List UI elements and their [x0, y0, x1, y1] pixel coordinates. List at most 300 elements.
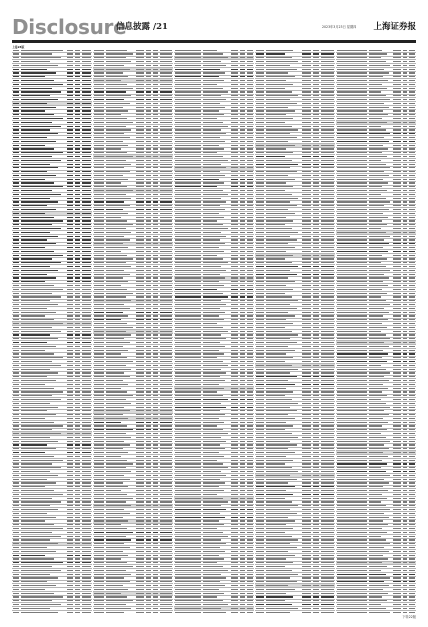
table-cell [67, 369, 73, 370]
table-cell [313, 422, 319, 423]
table-cell [247, 80, 253, 81]
table-cell [266, 148, 286, 149]
table-cell [94, 551, 104, 552]
table-cell [302, 369, 311, 370]
table-cell [393, 84, 401, 85]
table-cell [153, 353, 158, 354]
table-cell [13, 593, 19, 594]
table-cell [175, 612, 201, 613]
table-cell [146, 220, 151, 221]
table-cell [247, 258, 253, 259]
table-cell [369, 281, 383, 282]
table-cell [313, 482, 319, 483]
table-cell [67, 312, 73, 313]
table-cell [136, 57, 144, 58]
table-cell [321, 543, 334, 544]
table-cell [240, 103, 245, 104]
table-cell [67, 414, 73, 415]
table-cell [13, 357, 19, 358]
table-cell [67, 494, 73, 495]
table-cell [13, 494, 19, 495]
table-cell [160, 448, 172, 449]
table-cell [160, 293, 172, 294]
table-cell [67, 566, 73, 567]
table-cell [13, 338, 19, 339]
table-cell [13, 410, 19, 411]
table-cell [231, 505, 238, 506]
table-cell [94, 220, 104, 221]
table-cell [153, 217, 158, 218]
table-cell [266, 498, 285, 499]
table-cell [409, 266, 415, 267]
table-cell [106, 479, 130, 480]
table-cell [82, 72, 91, 73]
table-cell [175, 118, 201, 119]
table-cell [67, 175, 73, 176]
table-cell [369, 247, 383, 248]
table-cell [146, 403, 151, 404]
table-cell [94, 209, 104, 210]
table-cell [153, 247, 158, 248]
table-cell [94, 395, 104, 396]
table-cell [240, 444, 245, 445]
table-cell [240, 566, 245, 567]
table-cell [13, 365, 19, 366]
table-cell [136, 186, 144, 187]
table-cell [175, 156, 201, 157]
table-cell [321, 122, 334, 123]
table-cell [67, 217, 73, 218]
table-cell [67, 524, 73, 525]
table-cell [146, 399, 151, 400]
table-cell [409, 262, 415, 263]
table-cell [256, 448, 264, 449]
table-cell [106, 228, 126, 229]
table-cell [403, 160, 407, 161]
table-cell [321, 490, 334, 491]
table-cell [256, 566, 264, 567]
table-cell [75, 463, 80, 464]
table-cell [82, 528, 91, 529]
table-cell [369, 323, 382, 324]
table-cell [231, 262, 238, 263]
table-cell [67, 357, 73, 358]
table-cell [409, 88, 415, 89]
table-cell [240, 148, 245, 149]
table-cell [67, 156, 73, 157]
table-cell [393, 201, 401, 202]
table-cell [67, 513, 73, 514]
table-cell [94, 289, 104, 290]
table-cell [21, 577, 58, 578]
table-cell [369, 88, 387, 89]
table-cell [409, 270, 415, 271]
table-cell [256, 475, 264, 476]
table-cell [106, 114, 121, 115]
table-cell [256, 152, 264, 153]
table-cell [240, 217, 245, 218]
table-cell [203, 551, 225, 552]
table-cell [21, 179, 45, 180]
table-cell [136, 403, 144, 404]
table-cell [321, 486, 334, 487]
table-cell [153, 350, 158, 351]
table-cell [13, 566, 19, 567]
table-cell [21, 239, 47, 240]
table-cell [403, 61, 407, 62]
table-cell [175, 498, 201, 499]
table-cell [256, 76, 264, 77]
table-cell [321, 217, 334, 218]
table-cell [247, 539, 253, 540]
table-cell [67, 498, 73, 499]
table-cell [321, 372, 334, 373]
table-cell [94, 281, 104, 282]
table-cell [13, 296, 19, 297]
table-cell [203, 562, 217, 563]
table-cell [75, 99, 80, 100]
table-cell [75, 357, 80, 358]
table-cell [321, 201, 334, 202]
table-cell [247, 418, 253, 419]
table-cell [67, 88, 73, 89]
table-cell [403, 300, 407, 301]
table-cell [203, 517, 225, 518]
table-cell [160, 460, 172, 461]
table-cell [302, 577, 311, 578]
table-cell [82, 103, 91, 104]
table-cell [75, 255, 80, 256]
table-cell [247, 338, 253, 339]
table-cell [203, 220, 217, 221]
table-cell [403, 293, 407, 294]
table-cell [82, 152, 91, 153]
table-cell [75, 80, 80, 81]
table-cell [313, 281, 319, 282]
table-cell [231, 152, 238, 153]
table-cell [153, 122, 158, 123]
table-cell [21, 346, 56, 347]
table-cell [231, 528, 238, 529]
table-cell [403, 91, 407, 92]
table-cell [153, 312, 158, 313]
table-cell [403, 99, 407, 100]
table-cell [13, 236, 19, 237]
table-cell [146, 479, 151, 480]
table-cell [153, 486, 158, 487]
table-cell [136, 539, 144, 540]
table-cell [256, 300, 264, 301]
table-cell [75, 262, 80, 263]
table-cell [240, 213, 245, 214]
table-cell [240, 129, 245, 130]
table-cell [266, 95, 298, 96]
table-cell [75, 342, 80, 343]
table-cell [403, 72, 407, 73]
table-cell [136, 160, 144, 161]
table-cell [321, 312, 334, 313]
table-cell [266, 213, 295, 214]
table-cell [175, 293, 201, 294]
table-cell [240, 308, 245, 309]
table-cell [313, 520, 319, 521]
table-cell [82, 551, 91, 552]
table-cell [266, 331, 292, 332]
table-cell [231, 418, 238, 419]
table-cell [256, 110, 264, 111]
table-cell [403, 201, 407, 202]
table-cell [94, 501, 104, 502]
table-cell [146, 213, 151, 214]
table-cell [256, 498, 264, 499]
table-cell [256, 232, 264, 233]
table-cell [393, 156, 401, 157]
table-cell [75, 171, 80, 172]
table-cell [160, 547, 172, 548]
table-cell [94, 357, 104, 358]
table-cell [256, 327, 264, 328]
table-cell [106, 365, 126, 366]
table-cell [203, 137, 220, 138]
table-cell [75, 437, 80, 438]
table-cell [256, 133, 264, 134]
table-cell [146, 353, 151, 354]
table-cell [247, 190, 253, 191]
table-cell [256, 205, 264, 206]
table-cell [94, 126, 104, 127]
table-cell [247, 422, 253, 423]
table-cell [67, 274, 73, 275]
table-cell [393, 118, 401, 119]
table-cell [21, 543, 58, 544]
table-cell [136, 50, 144, 51]
table-cell [240, 107, 245, 108]
table-cell [136, 391, 144, 392]
table-cell [403, 255, 407, 256]
table-cell [247, 600, 253, 601]
table-cell [153, 498, 158, 499]
table-cell [136, 482, 144, 483]
table-cell [94, 300, 104, 301]
table-cell [266, 304, 290, 305]
table-cell [146, 547, 151, 548]
table-cell [409, 293, 415, 294]
table-cell [136, 129, 144, 130]
table-cell [136, 532, 144, 533]
table-cell [313, 513, 319, 514]
table-cell [393, 179, 401, 180]
table-cell [75, 91, 80, 92]
table-cell [231, 323, 238, 324]
table-cell [369, 171, 384, 172]
table-cell [302, 585, 311, 586]
table-cell [240, 293, 245, 294]
table-cell [146, 76, 151, 77]
table-cell [203, 577, 226, 578]
table-cell [266, 99, 290, 100]
table-cell [337, 198, 367, 199]
table-cell [203, 232, 221, 233]
table-cell [337, 319, 367, 320]
table-cell [94, 308, 104, 309]
table-cell [94, 612, 104, 613]
table-cell [203, 247, 219, 248]
table-cell [302, 399, 311, 400]
table-cell [240, 201, 245, 202]
table-cell [146, 342, 151, 343]
table-cell [247, 403, 253, 404]
table-cell [21, 585, 56, 586]
table-cell [94, 137, 104, 138]
table-cell [175, 61, 201, 62]
table-cell [337, 148, 367, 149]
table-cell [13, 513, 19, 514]
table-cell [94, 403, 104, 404]
table-cell [403, 308, 407, 309]
table-cell [82, 475, 91, 476]
table-cell [337, 145, 367, 146]
table-cell [106, 444, 130, 445]
table-cell [67, 334, 73, 335]
table-cell [409, 160, 415, 161]
table-cell [106, 156, 133, 157]
table-cell [21, 448, 56, 449]
table-cell [231, 596, 238, 597]
table-cell [256, 228, 264, 229]
table-cell [75, 391, 80, 392]
table-cell [153, 589, 158, 590]
table-cell [82, 232, 91, 233]
table-cell [75, 429, 80, 430]
table-cell [337, 171, 367, 172]
table-cell [393, 171, 401, 172]
table-cell [153, 558, 158, 559]
table-cell [67, 224, 73, 225]
table-cell [393, 217, 401, 218]
table-cell [266, 342, 297, 343]
table-cell [175, 410, 201, 411]
table-cell [266, 452, 295, 453]
table-cell [240, 357, 245, 358]
table-cell [337, 69, 367, 70]
table-cell [175, 429, 201, 430]
table-cell [82, 357, 91, 358]
table-cell [106, 501, 126, 502]
table-cell [153, 562, 158, 563]
table-cell [321, 160, 334, 161]
table-cell [153, 452, 158, 453]
table-cell [175, 285, 201, 286]
table-cell [240, 110, 245, 111]
table-cell [321, 315, 334, 316]
table-cell [409, 110, 415, 111]
table-cell [337, 50, 367, 51]
table-cell [313, 357, 319, 358]
table-cell [106, 50, 127, 51]
table-cell [203, 509, 226, 510]
table-cell [302, 156, 311, 157]
table-cell [160, 517, 172, 518]
table-cell [266, 410, 297, 411]
table-cell [321, 376, 334, 377]
table-cell [369, 190, 387, 191]
table-cell [82, 236, 91, 237]
table-cell [240, 198, 245, 199]
table-cell [256, 501, 264, 502]
table-cell [153, 110, 158, 111]
table-cell [203, 441, 226, 442]
table-cell [313, 171, 319, 172]
table-cell [321, 145, 334, 146]
table-cell [337, 270, 367, 271]
table-cell [369, 296, 381, 297]
table-cell [175, 380, 201, 381]
table-cell [231, 304, 238, 305]
table-cell [13, 50, 19, 51]
table-cell [106, 517, 123, 518]
table-cell [247, 444, 253, 445]
table-cell [75, 593, 80, 594]
table-cell [409, 198, 415, 199]
table-cell [94, 448, 104, 449]
table-cell [82, 536, 91, 537]
table-cell [175, 304, 201, 305]
table-cell [313, 289, 319, 290]
table-cell [67, 539, 73, 540]
table-cell [94, 95, 104, 96]
table-cell [369, 239, 384, 240]
table-cell [106, 103, 130, 104]
table-cell [136, 300, 144, 301]
table-cell [175, 444, 201, 445]
table-cell [13, 205, 19, 206]
table-cell [313, 414, 319, 415]
table-cell [13, 475, 19, 476]
table-cell [203, 547, 220, 548]
table-cell [75, 456, 80, 457]
table-cell [409, 156, 415, 157]
table-cell [82, 213, 91, 214]
table-cell [160, 441, 172, 442]
table-cell [302, 520, 311, 521]
table-cell [75, 395, 80, 396]
table-cell [203, 585, 225, 586]
table-cell [82, 186, 91, 187]
table-cell [136, 452, 144, 453]
table-cell [75, 425, 80, 426]
table-cell [403, 126, 407, 127]
table-cell [136, 338, 144, 339]
table-cell [106, 145, 128, 146]
table-cell [321, 205, 334, 206]
table-cell [146, 596, 151, 597]
table-cell [337, 88, 367, 89]
table-cell [403, 107, 407, 108]
table-cell [240, 220, 245, 221]
table-cell [13, 596, 19, 597]
table-cell [337, 190, 367, 191]
table-cell [403, 171, 407, 172]
table-cell [13, 486, 19, 487]
table-cell [82, 228, 91, 229]
table-cell [256, 69, 264, 70]
table-cell [203, 460, 217, 461]
table-cell [175, 145, 201, 146]
table-cell [136, 277, 144, 278]
table-cell [409, 232, 415, 233]
table-cell [369, 270, 390, 271]
table-cell [146, 53, 151, 54]
